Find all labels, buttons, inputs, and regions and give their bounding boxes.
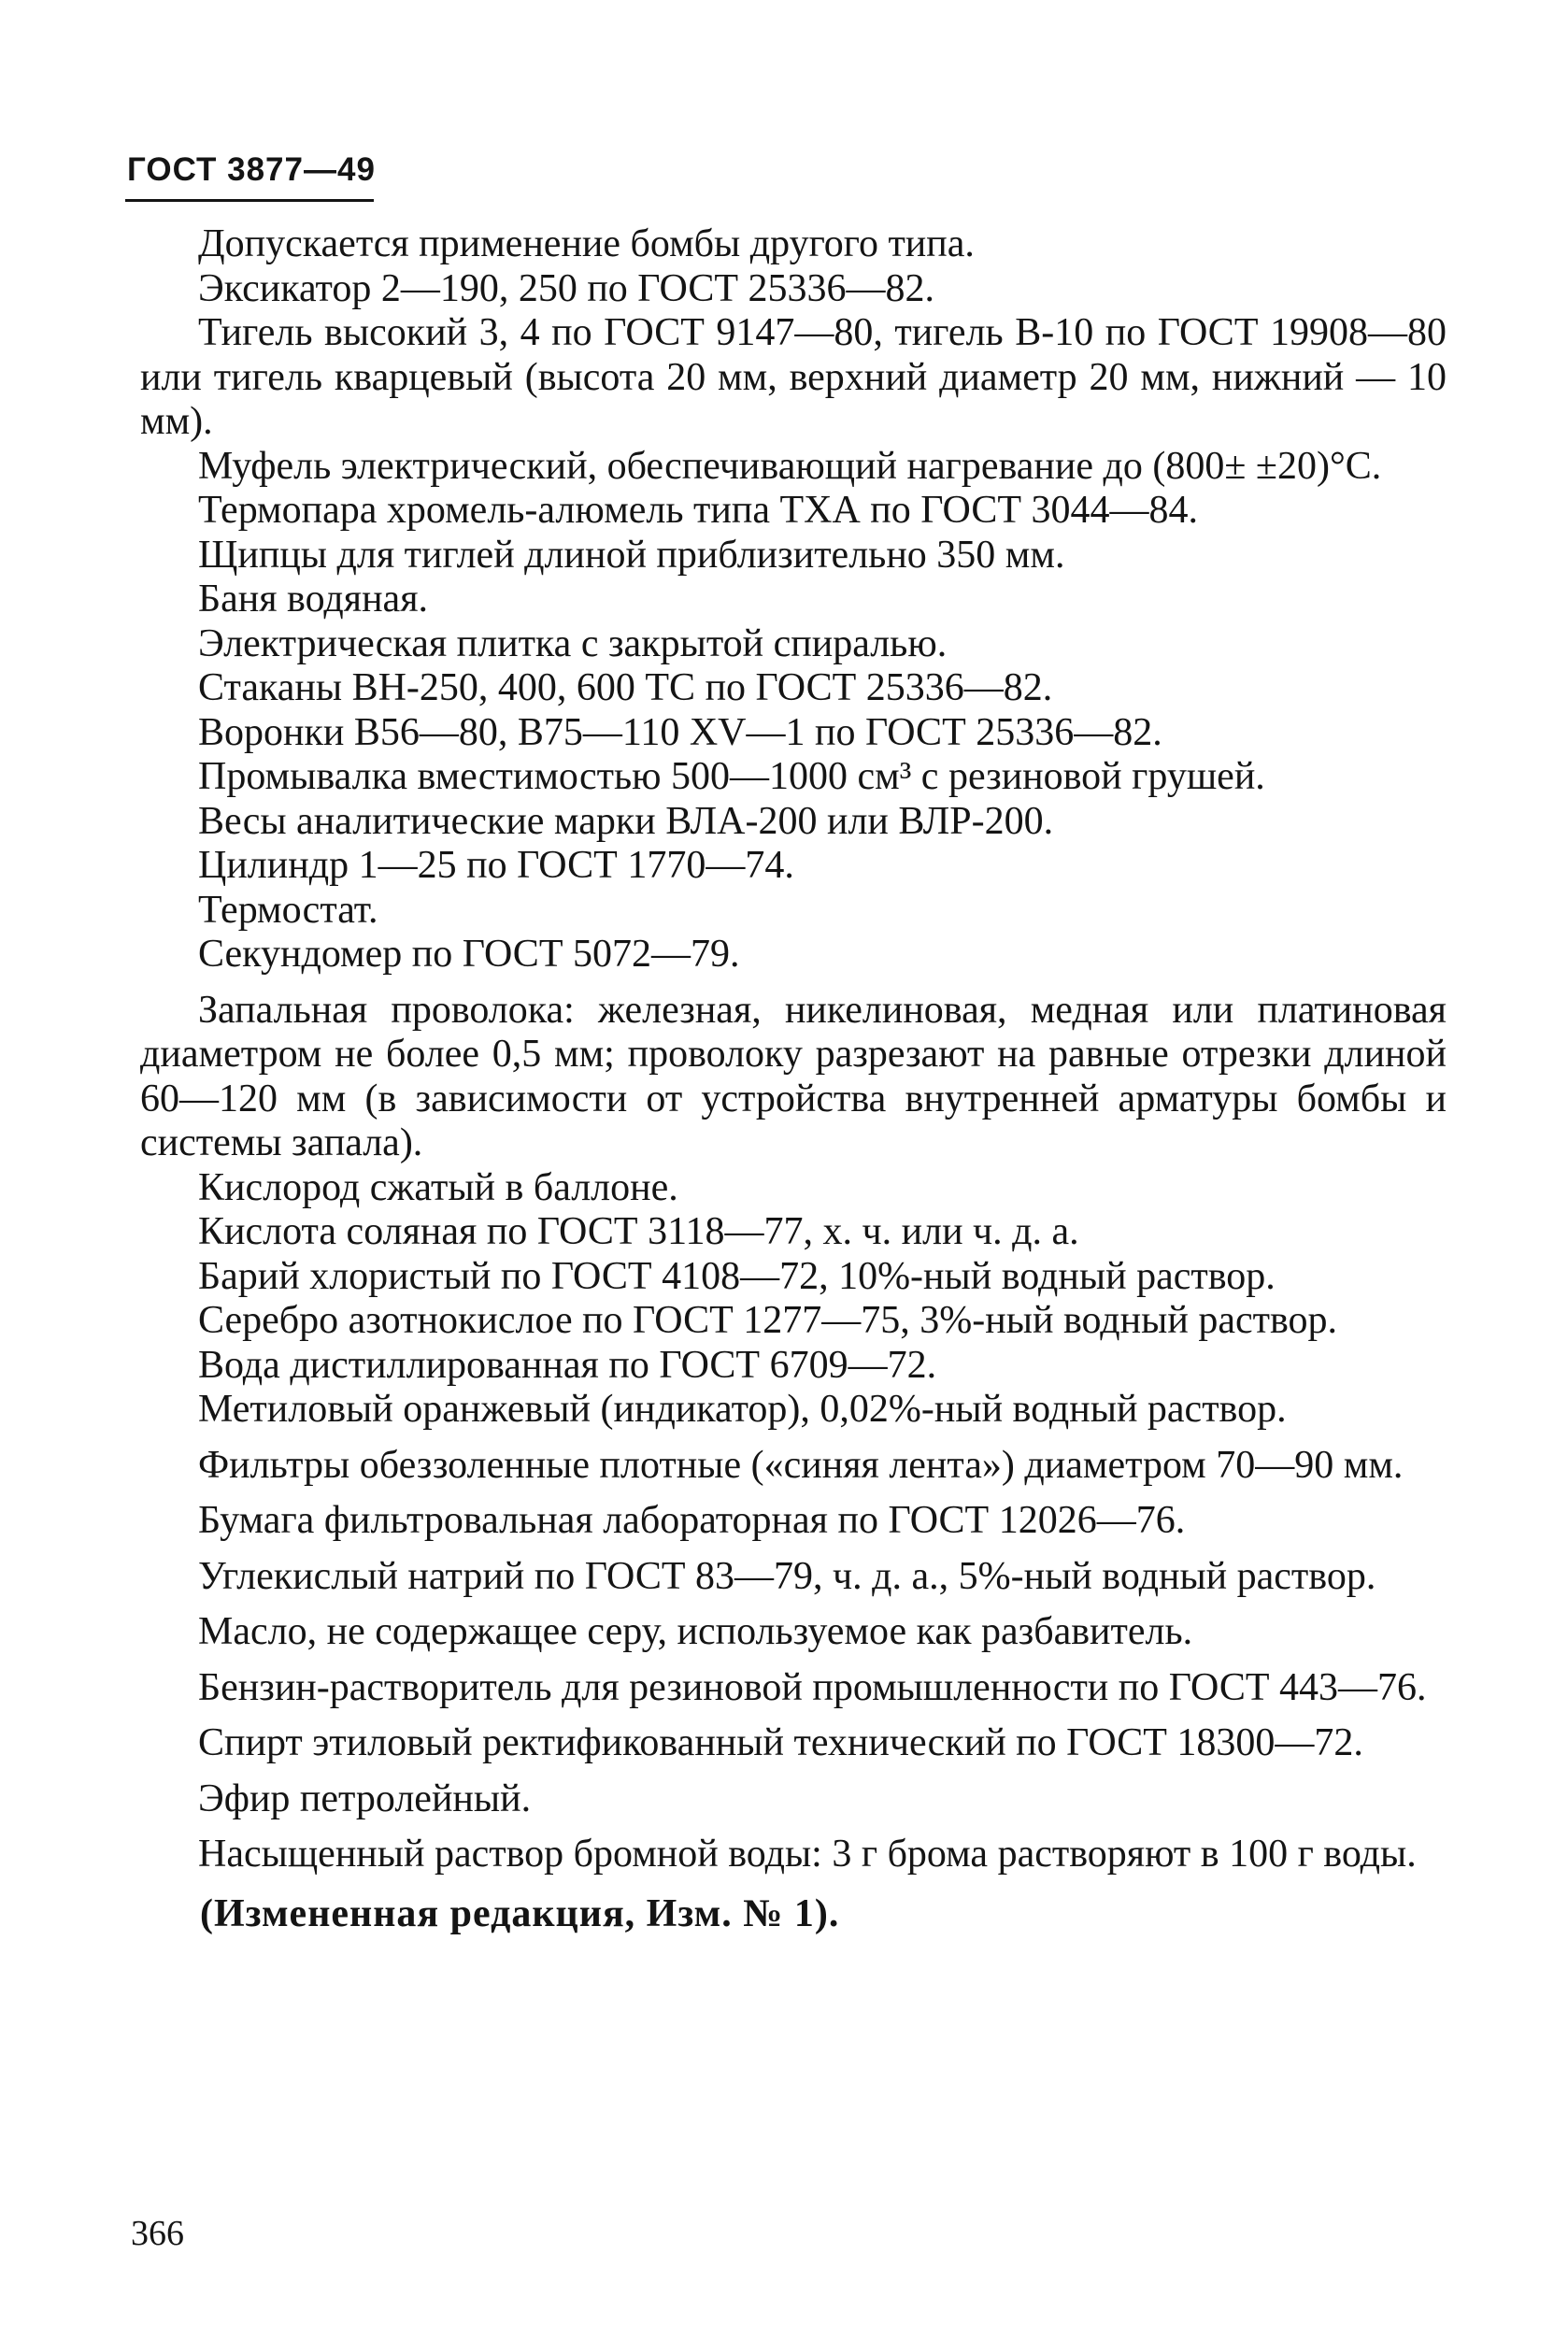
page-number: 366 [131, 2214, 184, 2253]
paragraph: Метиловый оранжевый (индикатор), 0,02%-ный водный раствор. [198, 1388, 1287, 1431]
paragraph: Серебро азотнокислое по ГОСТ 1277—75, 3%-ный водный раствор. [198, 1299, 1338, 1342]
paragraph: Углекислый натрий по ГОСТ 83—79, ч. д. а., 5%-ный водный раствор. [198, 1554, 1376, 1598]
paragraph: Эфир петролейный. [198, 1776, 532, 1820]
paragraph: Фильтры обеззоленные плотные («синяя лента») диаметром 70—90 мм. [198, 1443, 1404, 1487]
paragraph: Барий хлористый по ГОСТ 4108—72, 10%-ный водный раствор. [198, 1254, 1276, 1298]
amendment-note: (Измененная редакция, Изм. № 1). [200, 1891, 840, 1935]
paragraph: Тигель высокий 3, 4 по ГОСТ 9147—80, тигель В-10 по ГОСТ 19908—80 или тигель кварцевый (высота 20 мм, верхний диаметр 20 мм, нижний — 10 мм). [140, 311, 1447, 443]
paragraph: Щипцы для тиглей длиной приблизительно 350 мм. [198, 533, 1065, 577]
paragraph: Кислород сжатый в баллоне. [198, 1165, 678, 1209]
paragraph: Промывалка вместимостью 500—1000 см³ с резиновой грушей. [198, 755, 1265, 798]
paragraph: Стаканы ВН-250, 400, 600 ТС по ГОСТ 25336—82. [198, 666, 1053, 709]
paragraph: Запальная проволока: железная, никелиновая, медная или платиновая диаметром не более 0,5 мм; проволоку разрезают на равные отрезки длиной 60—120 мм (в зависимости от устройства внутренней арматуры бомбы и системы запала). [140, 988, 1447, 1164]
paragraph: Бумага фильтровальная лабораторная по ГОСТ 12026—76. [198, 1499, 1186, 1542]
paragraph: Секундомер по ГОСТ 5072—79. [198, 933, 740, 976]
document-header: ГОСТ 3877—49 [127, 151, 376, 188]
paragraph: Бензин-растворитель для резиновой промышленности по ГОСТ 443—76. [198, 1665, 1427, 1709]
paragraph: Масло, не содержащее серу, используемое как разбавитель. [198, 1610, 1193, 1653]
paragraph: Баня водяная. [198, 578, 429, 621]
paragraph: Электрическая плитка с закрытой спиралью. [198, 621, 948, 665]
paragraph: Цилиндр 1—25 по ГОСТ 1770—74. [198, 844, 794, 887]
paragraph: Термопара хромель-алюмель типа ТХА по ГОСТ 3044—84. [198, 489, 1199, 532]
paragraph: Воронки В56—80, В75—110 XV—1 по ГОСТ 25336—82. [198, 710, 1162, 754]
paragraph: Насыщенный раствор бромной воды: 3 г брома растворяют в 100 г воды. [198, 1833, 1417, 1876]
header-rule [125, 199, 374, 202]
paragraph: Спирт этиловый ректификованный технический по ГОСТ 18300—72. [198, 1721, 1363, 1764]
paragraph: Муфель электрический, обеспечивающий нагревание до (800± ±20)°С. [198, 444, 1382, 488]
paragraph: Кислота соляная по ГОСТ 3118—77, х. ч. или ч. д. а. [198, 1210, 1079, 1253]
paragraph: Эксикатор 2—190, 250 по ГОСТ 25336—82. [198, 266, 935, 310]
document-body [140, 222, 1447, 1936]
paragraph: Вода дистиллированная по ГОСТ 6709—72. [198, 1343, 937, 1387]
paragraph: Весы аналитические марки ВЛА-200 или ВЛР-200. [198, 799, 1054, 843]
paragraph: Термостат. [198, 888, 378, 932]
paragraph: Допускается применение бомбы другого типа. [198, 222, 975, 265]
